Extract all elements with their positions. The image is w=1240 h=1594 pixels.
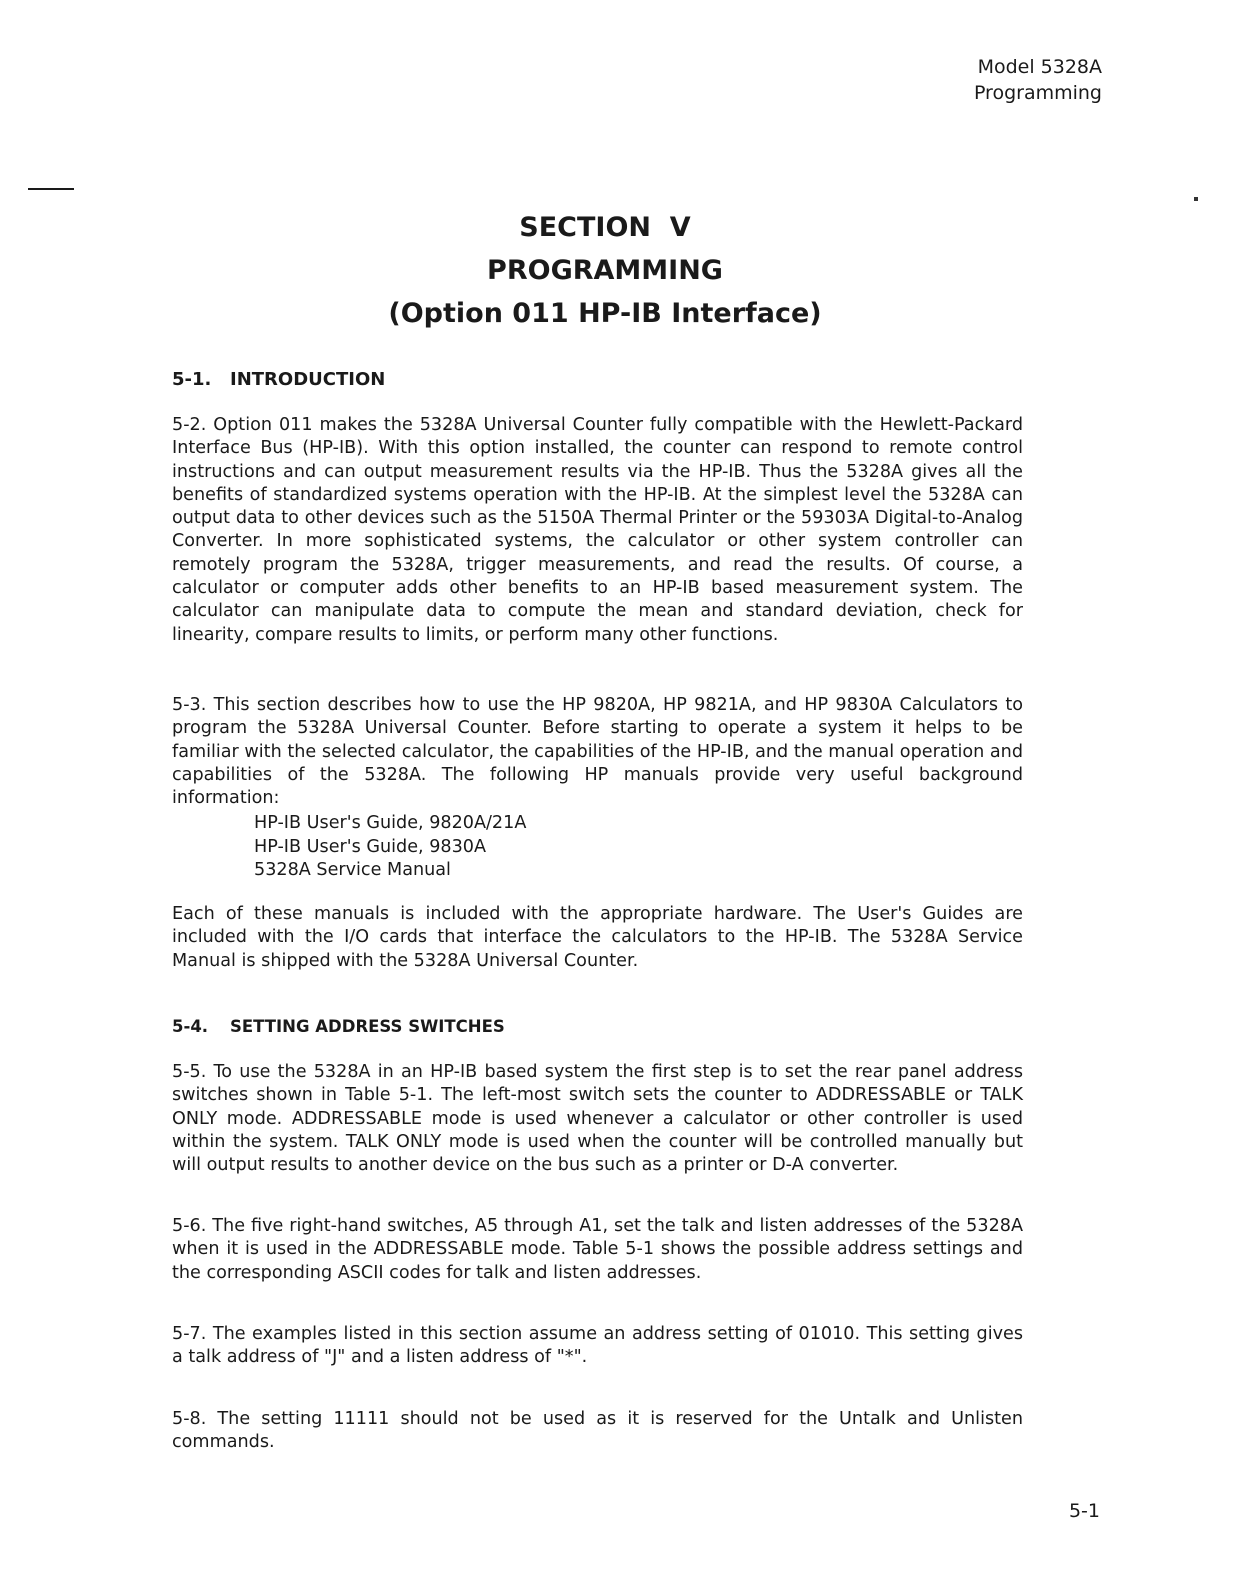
paragraph-5-8: 5-8. The setting 11111 should not be used as it is reserved for the Untalk and Unlisten commands. xyxy=(172,1409,1023,1453)
paragraph-5-5-block xyxy=(172,1061,1023,1177)
scan-speck xyxy=(1194,197,1198,201)
paragraph-5-2-block xyxy=(172,414,1023,647)
manual-list-item: HP-IB User's Guide, 9820A/21A xyxy=(254,813,527,833)
section-title-block xyxy=(0,208,1210,337)
paragraph-5-7: 5-7. The examples listed in this section assume an address setting of 01010. This setting gives a talk address of "J" and a listen address of "*". xyxy=(172,1324,1023,1368)
paragraph-5-3-continued: Each of these manuals is included with the appropriate hardware. The User's Guides are included with the I/O cards that interface the calculators to the HP-IB. The 5328A Service Manual is shipped with the 5328A Universal Counter. xyxy=(172,904,1023,971)
heading-number: 5-1. xyxy=(172,369,212,390)
paragraph-5-6-block xyxy=(172,1215,1023,1285)
paragraph-5-7-block xyxy=(172,1323,1023,1370)
heading-introduction xyxy=(172,368,385,392)
running-header xyxy=(974,54,1102,106)
section-subtitle: (Option 011 HP-IB Interface) xyxy=(388,298,822,329)
section-name-title: PROGRAMMING xyxy=(487,255,723,286)
paragraph-5-2: 5-2. Option 011 makes the 5328A Universal Counter fully compatible with the Hewlett-Packard Interface Bus (HP-IB). With this option installed, the counter can respond to remote control instructions and can output measurement results via the HP-IB. Thus the 5328A gives all the benefits of standardized systems operation with the HP-IB. At the simplest level the 5328A can output data to other devices such as the 5150A Thermal Printer or the 59303A Digital-to-Analog Converter. In more sophisticated systems, the calculator or other system controller can remotely program the 5328A, trigger measurements, and read the results. Of course, a calculator or computer adds other benefits to an HP-IB based measurement system. The calculator can manipulate data to compute the mean and standard deviation, check for linearity, compare results to limits, or perform many other functions. xyxy=(172,415,1023,645)
margin-tick-mark xyxy=(28,188,74,190)
section-number-title: SECTION V xyxy=(519,212,691,243)
paragraph-5-3-block xyxy=(172,694,1023,810)
heading-number: 5-4. xyxy=(172,1017,209,1036)
manual-list-item: HP-IB User's Guide, 9830A xyxy=(254,836,487,857)
heading-text: SETTING ADDRESS SWITCHES xyxy=(230,1017,505,1036)
paragraph-5-6: 5-6. The five right-hand switches, A5 through A1, set the talk and listen addresses of the 5328A when it is used in the ADDRESSABLE mode. Table 5-1 shows the possible address settings and the corresponding ASCII codes for talk and listen addresses. xyxy=(172,1216,1023,1283)
manual-list xyxy=(254,812,526,883)
heading-text: INTRODUCTION xyxy=(230,369,386,390)
paragraph-5-8-block xyxy=(172,1408,1023,1455)
header-model: Model 5328A xyxy=(977,56,1102,78)
manual-list-item: 5328A Service Manual xyxy=(254,860,451,880)
paragraph-5-3-continued-block xyxy=(172,903,1023,973)
paragraph-5-5: 5-5. To use the 5328A in an HP-IB based system the first step is to set the rear panel address switches shown in Table 5-1. The left-most switch sets the counter to ADDRESSABLE or TALK ONLY mode. ADDRESSABLE mode is used whenever a calculator or other controller is used within the system. TALK ONLY mode is used when the counter will be controlled manually but will output results to another device on the bus such as a printer or D-A converter. xyxy=(172,1062,1023,1176)
header-section-name: Programming xyxy=(973,82,1102,104)
heading-setting-address-switches xyxy=(172,1015,505,1039)
paragraph-5-3: 5-3. This section describes how to use the HP 9820A, HP 9821A, and HP 9830A Calculators to program the 5328A Universal Counter. Before starting to operate a system it helps to be familiar with the selected calculator, the capabilities of the HP-IB, and the manual operation and capabilities of the 5328A. The following HP manuals provide very useful background information: xyxy=(172,695,1023,809)
page-number: 5-1 xyxy=(1068,1500,1100,1522)
